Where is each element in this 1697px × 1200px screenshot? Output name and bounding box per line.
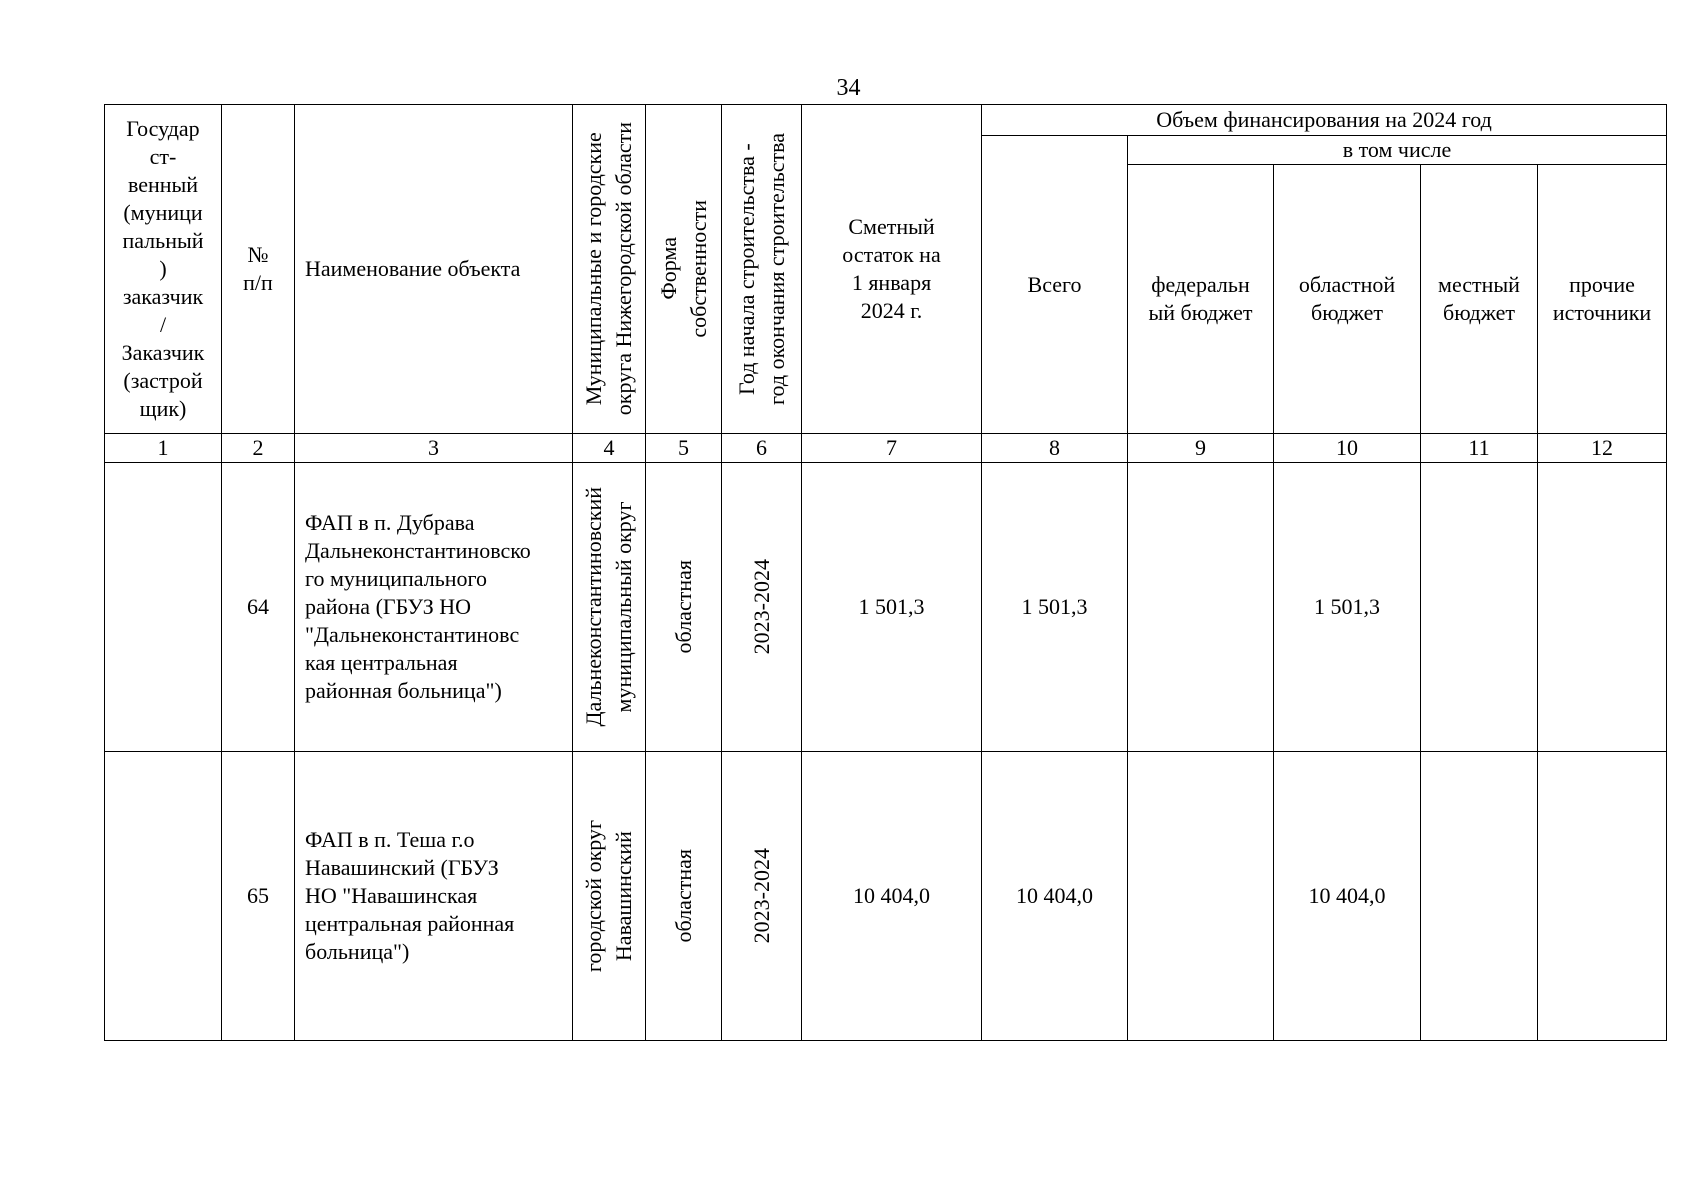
cell-regional: 1 501,3 <box>1274 463 1421 752</box>
cell-other <box>1538 463 1667 752</box>
cell-estimated-balance: 1 501,3 <box>802 463 982 752</box>
cell-years: 2023-2024 <box>722 463 802 752</box>
cell-municipality: Дальнеконстантиновский муниципальный округ <box>573 463 646 752</box>
cell-object-name: ФАП в п. Теша г.о Навашинский (ГБУЗ НО "Навашинская центральная районная больница") <box>295 752 573 1041</box>
header-including: в том числе <box>1128 136 1667 165</box>
construction-funding-table <box>104 104 1667 1041</box>
column-number: 3 <box>295 434 573 463</box>
header-regional: областной бюджет <box>1274 165 1421 434</box>
cell-object-name: ФАП в п. Дубрава Дальнеконстантиновско го муниципального района (ГБУЗ НО "Дальнеконстантиновс кая центральная районная больница") <box>295 463 573 752</box>
header-years: Год начала строительства - год окончания строительства <box>722 105 802 434</box>
column-number: 1 <box>105 434 222 463</box>
column-number: 6 <box>722 434 802 463</box>
cell-municipality: городской округ Навашинский <box>573 752 646 1041</box>
cell-years: 2023-2024 <box>722 752 802 1041</box>
column-number: 11 <box>1421 434 1538 463</box>
column-number: 8 <box>982 434 1128 463</box>
cell-federal <box>1128 463 1274 752</box>
header-num: № п/п <box>222 105 295 434</box>
table-row <box>105 752 1667 1041</box>
column-number: 10 <box>1274 434 1421 463</box>
cell-local <box>1421 752 1538 1041</box>
header-local: местный бюджет <box>1421 165 1538 434</box>
cell-other <box>1538 752 1667 1041</box>
cell-regional: 10 404,0 <box>1274 752 1421 1041</box>
column-number: 9 <box>1128 434 1274 463</box>
header-object-name: Наименование объекта <box>295 105 573 434</box>
cell-num: 65 <box>222 752 295 1041</box>
cell-customer <box>105 752 222 1041</box>
header-total: Всего <box>982 136 1128 434</box>
cell-total: 1 501,3 <box>982 463 1128 752</box>
column-number-row <box>105 434 1667 463</box>
header-customer: Государ ст- венный (муници пальный ) заказчик / Заказчик (застрой щик) <box>105 105 222 434</box>
header-funding-volume: Объем финансирования на 2024 год <box>982 105 1667 136</box>
cell-federal <box>1128 752 1274 1041</box>
column-number: 2 <box>222 434 295 463</box>
header-estimated-balance: Сметный остаток на 1 января 2024 г. <box>802 105 982 434</box>
cell-total: 10 404,0 <box>982 752 1128 1041</box>
header-municipality: Муниципальные и городские округа Нижегородской области <box>573 105 646 434</box>
cell-estimated-balance: 10 404,0 <box>802 752 982 1041</box>
page-number: 34 <box>836 75 861 101</box>
header-federal: федеральн ый бюджет <box>1128 165 1274 434</box>
table-row <box>105 463 1667 752</box>
header-other: прочие источники <box>1538 165 1667 434</box>
column-number: 12 <box>1538 434 1667 463</box>
cell-local <box>1421 463 1538 752</box>
cell-num: 64 <box>222 463 295 752</box>
cell-ownership: областная <box>646 463 722 752</box>
cell-customer <box>105 463 222 752</box>
column-number: 7 <box>802 434 982 463</box>
cell-ownership: областная <box>646 752 722 1041</box>
header-ownership: Форма собственности <box>646 105 722 434</box>
column-number: 5 <box>646 434 722 463</box>
column-number: 4 <box>573 434 646 463</box>
